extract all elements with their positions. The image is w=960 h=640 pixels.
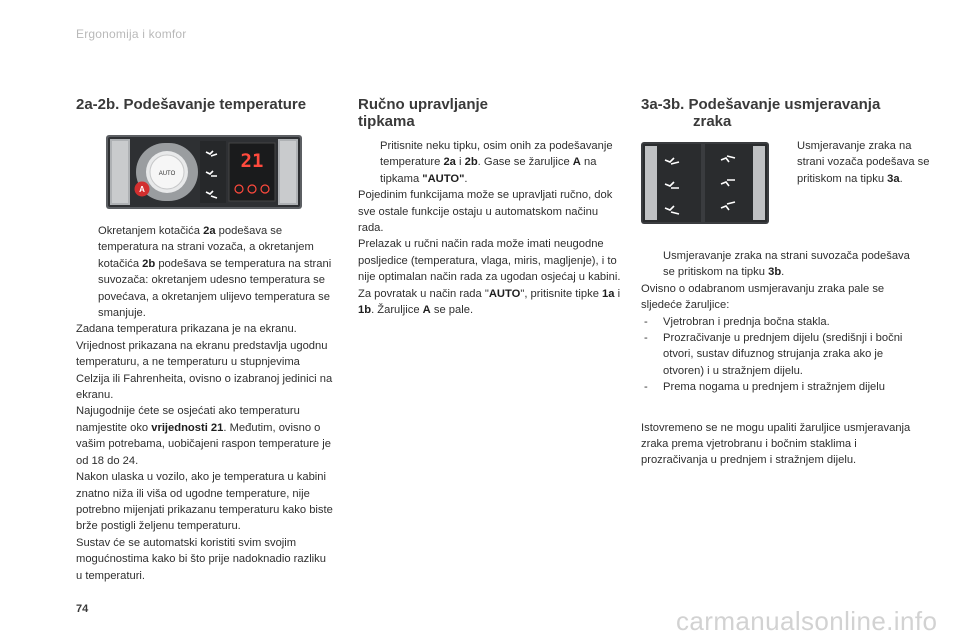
- list-item: - Vjetrobran i prednja bočna stakla.: [644, 315, 830, 328]
- bullet-temperature-knobs: Okretanjem kotačića 2a podešava se temperatura na strani vozača, a okretanjem kotačića 2b podešava se temperatura na strani suvozača: okretanjem udesno temperatura se povećava, a okretanjem ulijevo temperatura se smanjuje.: [98, 225, 332, 320]
- manual-paragraphs: Pojedinim funkcijama može se upravljati ručno, dok sve ostale funkcije ostaju u automatskom načinu rada. Prelazak u ručni način rada može imati neugodne posljedice (temperatura, vlaga, miris, magljenje), i to nije optimalan način rada za ugodan osjećaj u kabini. Za povratak u način rada "AUTO", pritisnite tipke 1a i 1b. Žaruljice A se pale.: [358, 189, 621, 317]
- temperature-paragraphs: Zadana temperatura prikazana je na ekranu. Vrijednost prikazana na ekranu predstavlja ugodnu temperaturu, a ne temperaturu u stupnjevima Celzija ili Fahrenheita, ovisno o izabranoj jedinici na ekranu. Najugodnije ćete se osjećati ako temperaturu namjestite oko vrijednosti 21. Međutim, ovisno o vašim potrebama, uobičajeni raspon temperature je od 18 do 24. Nakon ulaska u vozilo, ako je temperatura u kabini znatno niža ili viša od ugodne temperature, nije potrebno mijenjati prikazanu temperaturu kako biste brže postigli željenu temperaturu. Sustav će se automatski koristiti svim svojim mogućnostima kako bi što prije nadoknadio razliku u temperaturi.: [76, 323, 333, 582]
- auto-button: AUTO: [158, 171, 176, 177]
- watermark: carmanualsonline.info: [676, 606, 938, 636]
- bullet-passenger-air: Usmjeravanje zraka na strani suvozača podešava se pritiskom na tipku 3b.: [663, 250, 910, 279]
- temperature-display: 21: [240, 150, 264, 172]
- temperature-panel-illustration: [106, 135, 302, 209]
- air-distribution-list: [641, 314, 911, 396]
- column-temperature: [76, 96, 334, 584]
- bullet-manual-buttons: Pritisnite neku tipku, osim onih za podešavanje temperature 2a i 2b. Gase se žaruljice A na tipkama "AUTO".: [380, 140, 613, 185]
- air-distribution-note: Istovremeno se ne mogu upaliti žaruljice usmjeravanja zraka prema vjetrobranu i bočnim staklima i prozračivanja u prednjem i stražnjem dijelu.: [641, 421, 911, 467]
- bullet-driver-air: Usmjeravanje zraka na strani vozača podešava se pritiskom na tipku 3a.: [797, 140, 930, 185]
- heading-air-distribution: 3a-3b. Podešavanje usmjeravanja zraka: [641, 96, 881, 130]
- column-air-distribution: [641, 96, 930, 469]
- list-item: - Prema nogama u prednjem i stražnjem dijelu: [644, 381, 885, 394]
- section-header: Ergonomija i komfor: [76, 27, 187, 41]
- air-distribution-panel-illustration: [641, 142, 769, 224]
- page-number: 74: [76, 603, 89, 615]
- list-item: - Prozračivanje u prednjem dijelu (središnji i bočni otvori, sustav difuznog strujanja zraka ako je otvoren) i u stražnjem dijelu.: [644, 332, 903, 377]
- column-manual-control: [358, 96, 624, 318]
- heading-manual-control: Ručno upravljanje tipkama: [358, 96, 489, 130]
- heading-temperature: 2a-2b. Podešavanje temperature: [76, 96, 307, 113]
- led-badge-a: A: [139, 185, 145, 194]
- air-distribution-paragraph: Ovisno o odabranom usmjeravanju zraka pale se sljedeće žaruljice:: [641, 282, 885, 312]
